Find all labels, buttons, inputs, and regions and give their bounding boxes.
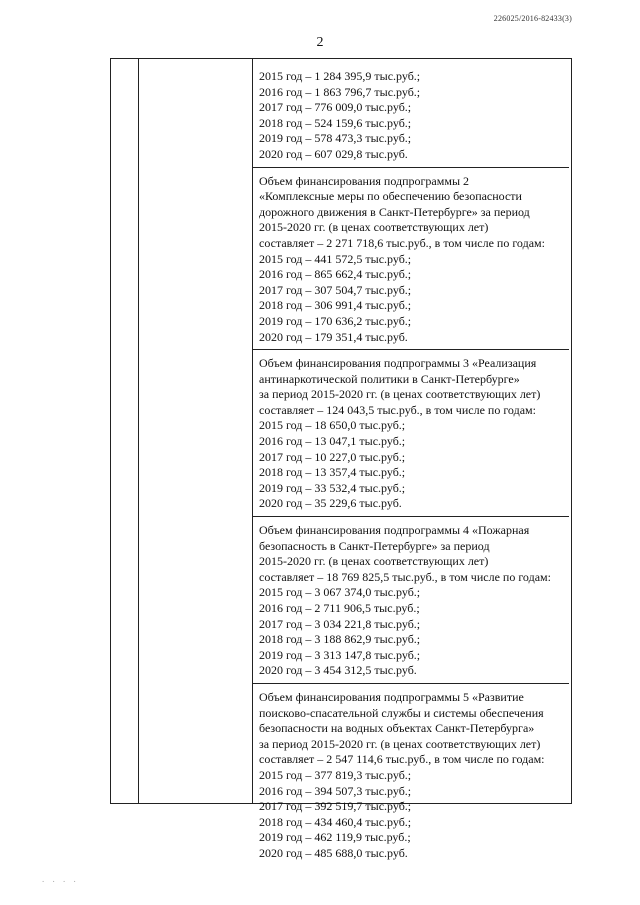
text-line: 2015 год – 441 572,5 тыс.руб.; [259, 251, 412, 266]
text-line: 2019 год – 33 532,4 тыс.руб.; [259, 480, 406, 495]
text-line: 2017 год – 776 009,0 тыс.руб.; [259, 100, 412, 115]
text-line: 2016 год – 13 047,1 тыс.руб.; [259, 434, 406, 449]
text-line: 2020 год – 179 351,4 тыс.руб. [259, 329, 408, 344]
text-line: 2016 год – 1 863 796,7 тыс.руб.; [259, 84, 421, 99]
document-id: 226025/2016-82433(3) [493, 14, 572, 23]
page-number: 2 [316, 35, 324, 50]
text-line: 2015 год – 377 819,3 тыс.руб.; [259, 767, 412, 782]
text-line: Объем финансирования подпрограммы 3 «Реализация [259, 356, 537, 371]
text-line: 2017 год – 3 034 221,8 тыс.руб.; [259, 616, 421, 631]
text-line: 2015 год – 3 067 374,0 тыс.руб.; [259, 585, 421, 600]
financing-text-cell [259, 69, 569, 866]
financing-block [253, 349, 569, 516]
text-line: составляет – 2 271 718,6 тыс.руб., в том числе по годам: [259, 235, 545, 250]
text-line: безопасность в Санкт-Петербурге» за период [259, 538, 490, 553]
text-line: 2019 год – 578 473,3 тыс.руб.; [259, 131, 412, 146]
text-line: 2015 год – 1 284 395,9 тыс.руб.; [259, 69, 421, 83]
text-line: «Комплексные меры по обеспечению безопасности [259, 189, 522, 204]
financing-block [253, 167, 569, 350]
text-line: 2017 год – 10 227,0 тыс.руб.; [259, 449, 406, 464]
text-line: Объем финансирования подпрограммы 5 «Развитие [259, 689, 524, 704]
text-line: 2015 год – 18 650,0 тыс.руб.; [259, 418, 406, 433]
text-line: 2017 год – 307 504,7 тыс.руб.; [259, 282, 412, 297]
financing-block [253, 683, 569, 866]
text-line: 2018 год – 434 460,4 тыс.руб.; [259, 814, 412, 829]
text-line: дорожного движения в Санкт-Петербурге» за период [259, 204, 530, 219]
text-line: 2019 год – 462 119,9 тыс.руб.; [259, 830, 411, 845]
text-line: 2017 год – 392 519,7 тыс.руб.; [259, 799, 412, 814]
text-line: антинаркотической политики в Санкт-Петербурге» [259, 371, 520, 386]
text-line: 2020 год – 3 454 312,5 тыс.руб. [259, 663, 417, 678]
text-line: 2016 год – 2 711 906,5 тыс.руб.; [259, 601, 420, 615]
text-line: безопасности на водных объектах Санкт-Петербурга» [259, 721, 535, 736]
text-line: 2018 год – 306 991,4 тыс.руб.; [259, 298, 412, 313]
financing-table [110, 58, 572, 860]
text-line: за период 2015-2020 гг. (в ценах соответствующих лет) [259, 387, 541, 402]
text-line: 2016 год – 394 507,3 тыс.руб.; [259, 783, 412, 798]
financing-block [253, 516, 569, 683]
text-line: составляет – 124 043,5 тыс.руб., в том числе по годам: [259, 402, 536, 417]
text-line: 2019 год – 3 313 147,8 тыс.руб.; [259, 647, 421, 662]
text-line: Объем финансирования подпрограммы 4 «Пожарная [259, 523, 530, 538]
text-line: за период 2015-2020 гг. (в ценах соответствующих лет) [259, 736, 541, 751]
text-line: составляет – 2 547 114,6 тыс.руб., в том числе по годам: [259, 752, 545, 767]
text-line: составляет – 18 769 825,5 тыс.руб., в том числе по годам: [259, 569, 551, 584]
scan-artifact: . . . . [42, 874, 79, 884]
text-line: 2018 год – 524 159,6 тыс.руб.; [259, 115, 412, 130]
text-line: 2015-2020 гг. (в ценах соответствующих лет) [259, 220, 489, 235]
text-line: 2018 год – 13 357,4 тыс.руб.; [259, 465, 406, 480]
text-line: 2020 год – 35 229,6 тыс.руб. [259, 496, 402, 511]
financing-block [259, 69, 569, 167]
text-line: 2020 год – 485 688,0 тыс.руб. [259, 845, 408, 860]
text-line: 2015-2020 гг. (в ценах соответствующих лет) [259, 554, 489, 569]
text-line: 2020 год – 607 029,8 тыс.руб. [259, 146, 408, 161]
text-line: поисково-спасательной службы и системы обеспечения [259, 705, 544, 720]
column-divider [138, 59, 139, 803]
text-line: 2016 год – 865 662,4 тыс.руб.; [259, 267, 412, 282]
text-line: 2019 год – 170 636,2 тыс.руб.; [259, 313, 412, 328]
text-line: Объем финансирования подпрограммы 2 [259, 173, 470, 188]
text-line: 2018 год – 3 188 862,9 тыс.руб.; [259, 632, 421, 647]
